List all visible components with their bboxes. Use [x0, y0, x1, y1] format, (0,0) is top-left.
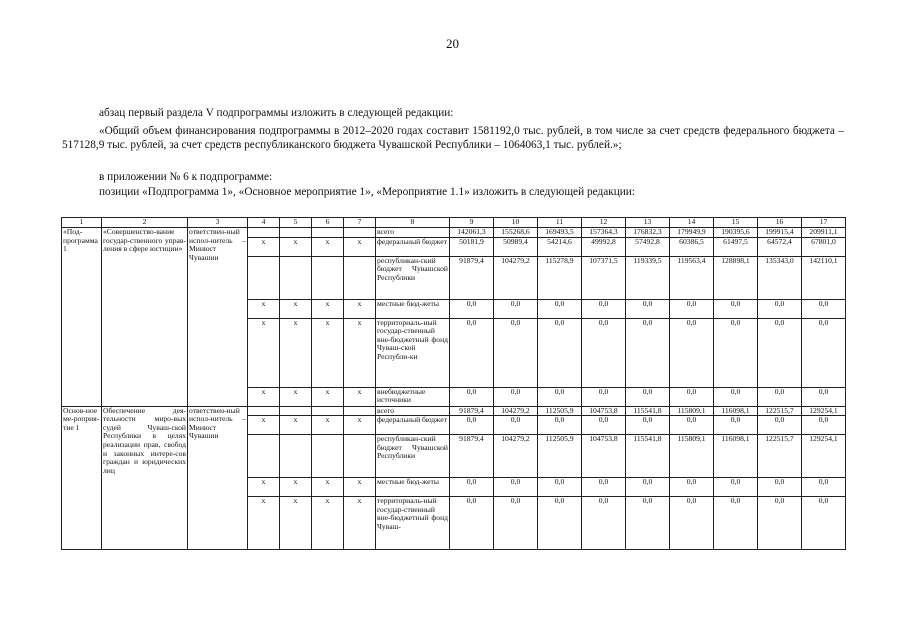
header-cell: 15: [714, 218, 758, 228]
year-value-cell: 91879,4: [450, 256, 494, 299]
year-value-cell: 0,0: [714, 299, 758, 318]
header-cell: 17: [802, 218, 846, 228]
year-value-cell: 0,0: [582, 478, 626, 497]
program-level-cell: Основ-ное ме-роприя-тие 1: [62, 406, 102, 550]
budget-code-cell: x: [280, 237, 312, 256]
funding-source-cell: территориаль-ный государ-ственный вне-бюджетный фонд Чуваш-ской Республи-ки: [376, 318, 450, 387]
year-value-cell: 0,0: [670, 416, 714, 435]
year-value-cell: 0,0: [670, 497, 714, 550]
budget-code-cell: [312, 435, 344, 478]
year-value-cell: 0,0: [758, 497, 802, 550]
funding-source-cell: внебюджетные источники: [376, 387, 450, 406]
year-value-cell: 122515,7: [758, 406, 802, 416]
year-value-cell: 199915,4: [758, 228, 802, 238]
year-value-cell: 0,0: [450, 478, 494, 497]
year-value-cell: 112505,9: [538, 406, 582, 416]
financing-table-wrapper: [61, 217, 845, 550]
header-cell: 16: [758, 218, 802, 228]
year-value-cell: 0,0: [494, 497, 538, 550]
year-value-cell: 107371,5: [582, 256, 626, 299]
page-number: 20: [446, 36, 459, 51]
year-value-cell: 0,0: [494, 416, 538, 435]
year-value-cell: 64572,4: [758, 237, 802, 256]
budget-code-cell: x: [344, 387, 376, 406]
year-value-cell: 129254,1: [802, 435, 846, 478]
year-value-cell: 0,0: [538, 497, 582, 550]
year-value-cell: 50181,9: [450, 237, 494, 256]
year-value-cell: 115809,1: [670, 406, 714, 416]
year-value-cell: 0,0: [802, 299, 846, 318]
year-value-cell: 157364,3: [582, 228, 626, 238]
year-value-cell: 176832,3: [626, 228, 670, 238]
year-value-cell: 0,0: [450, 497, 494, 550]
table-header-row: [62, 218, 846, 228]
budget-code-cell: x: [312, 299, 344, 318]
year-value-cell: 50989,4: [494, 237, 538, 256]
funding-source-cell: местные бюд-жеты: [376, 299, 450, 318]
budget-code-cell: [312, 406, 344, 416]
year-value-cell: 0,0: [714, 387, 758, 406]
funding-source-cell: республикан-ский бюджет Чувашской Республики: [376, 256, 450, 299]
table-row: [62, 406, 846, 416]
funding-source-cell: всего: [376, 406, 450, 416]
budget-code-cell: x: [344, 237, 376, 256]
header-cell: 12: [582, 218, 626, 228]
header-cell: 11: [538, 218, 582, 228]
year-value-cell: 0,0: [626, 387, 670, 406]
year-value-cell: 0,0: [802, 387, 846, 406]
year-value-cell: 112505,9: [538, 435, 582, 478]
budget-code-cell: [344, 435, 376, 478]
budget-code-cell: x: [312, 318, 344, 387]
year-value-cell: 91879,4: [450, 406, 494, 416]
budget-code-cell: [280, 435, 312, 478]
program-level-cell: «Под-программа 1: [62, 228, 102, 407]
year-value-cell: 0,0: [758, 299, 802, 318]
budget-code-cell: [280, 228, 312, 238]
budget-code-cell: x: [312, 478, 344, 497]
year-value-cell: 142061,3: [450, 228, 494, 238]
year-value-cell: 0,0: [758, 387, 802, 406]
funding-source-cell: федеральный бюджет: [376, 416, 450, 435]
header-cell: 6: [312, 218, 344, 228]
year-value-cell: 0,0: [714, 497, 758, 550]
budget-code-cell: x: [312, 497, 344, 550]
header-cell: 9: [450, 218, 494, 228]
budget-code-cell: x: [248, 318, 280, 387]
budget-code-cell: x: [248, 416, 280, 435]
budget-code-cell: [248, 256, 280, 299]
budget-code-cell: x: [280, 497, 312, 550]
year-value-cell: 49992,8: [582, 237, 626, 256]
year-value-cell: 129254,1: [802, 406, 846, 416]
year-value-cell: 0,0: [450, 416, 494, 435]
year-value-cell: 142110,1: [802, 256, 846, 299]
budget-code-cell: x: [280, 299, 312, 318]
year-value-cell: 0,0: [758, 416, 802, 435]
budget-code-cell: x: [312, 387, 344, 406]
year-value-cell: 0,0: [494, 387, 538, 406]
year-value-cell: 115541,8: [626, 435, 670, 478]
budget-code-cell: x: [344, 318, 376, 387]
year-value-cell: 54214,6: [538, 237, 582, 256]
funding-source-cell: всего: [376, 228, 450, 238]
financing-table: [61, 217, 846, 550]
budget-code-cell: x: [344, 416, 376, 435]
table-row: [62, 228, 846, 238]
year-value-cell: 155268,6: [494, 228, 538, 238]
year-value-cell: 115809,1: [670, 435, 714, 478]
year-value-cell: 116098,1: [714, 435, 758, 478]
header-cell: 10: [494, 218, 538, 228]
paragraph-3: в приложении № 6 к подпрограмме:: [99, 171, 273, 183]
header-cell: 13: [626, 218, 670, 228]
year-value-cell: 0,0: [450, 318, 494, 387]
year-value-cell: 0,0: [582, 387, 626, 406]
year-value-cell: 0,0: [670, 387, 714, 406]
year-value-cell: 135343,0: [758, 256, 802, 299]
budget-code-cell: x: [280, 387, 312, 406]
budget-code-cell: x: [248, 299, 280, 318]
funding-source-cell: территориаль-ный государ-ственный вне-бюджетный фонд Чуваш-: [376, 497, 450, 550]
year-value-cell: 104753,8: [582, 406, 626, 416]
budget-code-cell: [344, 406, 376, 416]
budget-code-cell: x: [280, 478, 312, 497]
budget-code-cell: x: [248, 497, 280, 550]
paragraph-2: «Общий объем финансирования подпрограммы в 2012–2020 годах составит 1581192,0 тыс. рублей, в том числе за счет средств федерального бюджета – 517128,9 тыс. рублей, за счет средств республиканского бюджета Чувашской Республики – 1064063,1 тыс. рублей.»;: [62, 125, 844, 151]
year-value-cell: 0,0: [582, 497, 626, 550]
header-cell: 5: [280, 218, 312, 228]
year-value-cell: 0,0: [626, 318, 670, 387]
year-value-cell: 104753,8: [582, 435, 626, 478]
budget-code-cell: x: [344, 478, 376, 497]
header-cell: 3: [188, 218, 248, 228]
funding-source-cell: федеральный бюджет: [376, 237, 450, 256]
budget-code-cell: [248, 228, 280, 238]
year-value-cell: 0,0: [626, 478, 670, 497]
year-value-cell: 0,0: [538, 299, 582, 318]
year-value-cell: 57492,8: [626, 237, 670, 256]
year-value-cell: 91879,4: [450, 435, 494, 478]
year-value-cell: 179949,9: [670, 228, 714, 238]
budget-code-cell: x: [248, 478, 280, 497]
year-value-cell: 190395,6: [714, 228, 758, 238]
year-value-cell: 115541,8: [626, 406, 670, 416]
header-cell: 2: [102, 218, 188, 228]
year-value-cell: 104279,2: [494, 406, 538, 416]
budget-code-cell: x: [280, 416, 312, 435]
year-value-cell: 0,0: [538, 318, 582, 387]
year-value-cell: 0,0: [626, 299, 670, 318]
budget-code-cell: [344, 228, 376, 238]
year-value-cell: 116098,1: [714, 406, 758, 416]
year-value-cell: 0,0: [802, 497, 846, 550]
header-cell: 14: [670, 218, 714, 228]
budget-code-cell: [312, 228, 344, 238]
budget-code-cell: x: [248, 387, 280, 406]
budget-code-cell: [248, 435, 280, 478]
budget-code-cell: [344, 256, 376, 299]
budget-code-cell: x: [344, 497, 376, 550]
year-value-cell: 0,0: [582, 318, 626, 387]
year-value-cell: 0,0: [714, 318, 758, 387]
year-value-cell: 0,0: [538, 416, 582, 435]
year-value-cell: 0,0: [670, 478, 714, 497]
year-value-cell: 0,0: [758, 318, 802, 387]
year-value-cell: 61497,5: [714, 237, 758, 256]
program-name-cell: Обеспечение дея-тельности миро-вых судей Чуваш-ской Республики в целях реализации прав, свобод и законных интере-сов граждан и юридических лиц: [102, 406, 188, 550]
year-value-cell: 0,0: [714, 416, 758, 435]
year-value-cell: 0,0: [670, 318, 714, 387]
budget-code-cell: x: [312, 237, 344, 256]
budget-code-cell: x: [344, 299, 376, 318]
budget-code-cell: [312, 256, 344, 299]
year-value-cell: 0,0: [494, 318, 538, 387]
year-value-cell: 104279,2: [494, 435, 538, 478]
header-cell: 1: [62, 218, 102, 228]
year-value-cell: 115278,9: [538, 256, 582, 299]
budget-code-cell: [248, 406, 280, 416]
year-value-cell: 0,0: [538, 478, 582, 497]
year-value-cell: 0,0: [450, 387, 494, 406]
year-value-cell: 0,0: [714, 478, 758, 497]
year-value-cell: 119339,5: [626, 256, 670, 299]
program-name-cell: «Совершенство-вание государ-ственного управ-ления в сфере юстиции»: [102, 228, 188, 407]
budget-code-cell: [280, 406, 312, 416]
year-value-cell: 0,0: [494, 299, 538, 318]
budget-code-cell: x: [312, 416, 344, 435]
year-value-cell: 209911,1: [802, 228, 846, 238]
year-value-cell: 122515,7: [758, 435, 802, 478]
budget-code-cell: x: [280, 318, 312, 387]
year-value-cell: 0,0: [802, 416, 846, 435]
responsible-executor-cell: ответствен-ный испол-нитель – Минюст Чувашии: [188, 406, 248, 550]
year-value-cell: 0,0: [450, 299, 494, 318]
year-value-cell: 119563,4: [670, 256, 714, 299]
header-cell: 4: [248, 218, 280, 228]
year-value-cell: 0,0: [758, 478, 802, 497]
year-value-cell: 0,0: [802, 318, 846, 387]
budget-code-cell: [280, 256, 312, 299]
responsible-executor-cell: ответствен-ный испол-нитель – Минюст Чувашии: [188, 228, 248, 407]
year-value-cell: 0,0: [538, 387, 582, 406]
header-cell: 8: [376, 218, 450, 228]
year-value-cell: 0,0: [626, 416, 670, 435]
year-value-cell: 0,0: [626, 497, 670, 550]
year-value-cell: 169493,5: [538, 228, 582, 238]
year-value-cell: 0,0: [494, 478, 538, 497]
year-value-cell: 60386,5: [670, 237, 714, 256]
year-value-cell: 67801,0: [802, 237, 846, 256]
paragraph-4: позиции «Подпрограмма 1», «Основное мероприятие 1», «Мероприятие 1.1» изложить в следующей редакции:: [99, 186, 635, 198]
year-value-cell: 128898,1: [714, 256, 758, 299]
paragraph-1: абзац первый раздела V подпрограммы изложить в следующей редакции:: [99, 107, 454, 119]
year-value-cell: 104279,2: [494, 256, 538, 299]
year-value-cell: 0,0: [670, 299, 714, 318]
header-cell: 7: [344, 218, 376, 228]
year-value-cell: 0,0: [582, 299, 626, 318]
funding-source-cell: местные бюд-жеты: [376, 478, 450, 497]
year-value-cell: 0,0: [802, 478, 846, 497]
year-value-cell: 0,0: [582, 416, 626, 435]
funding-source-cell: республикан-ский бюджет Чувашской Республики: [376, 435, 450, 478]
budget-code-cell: x: [248, 237, 280, 256]
